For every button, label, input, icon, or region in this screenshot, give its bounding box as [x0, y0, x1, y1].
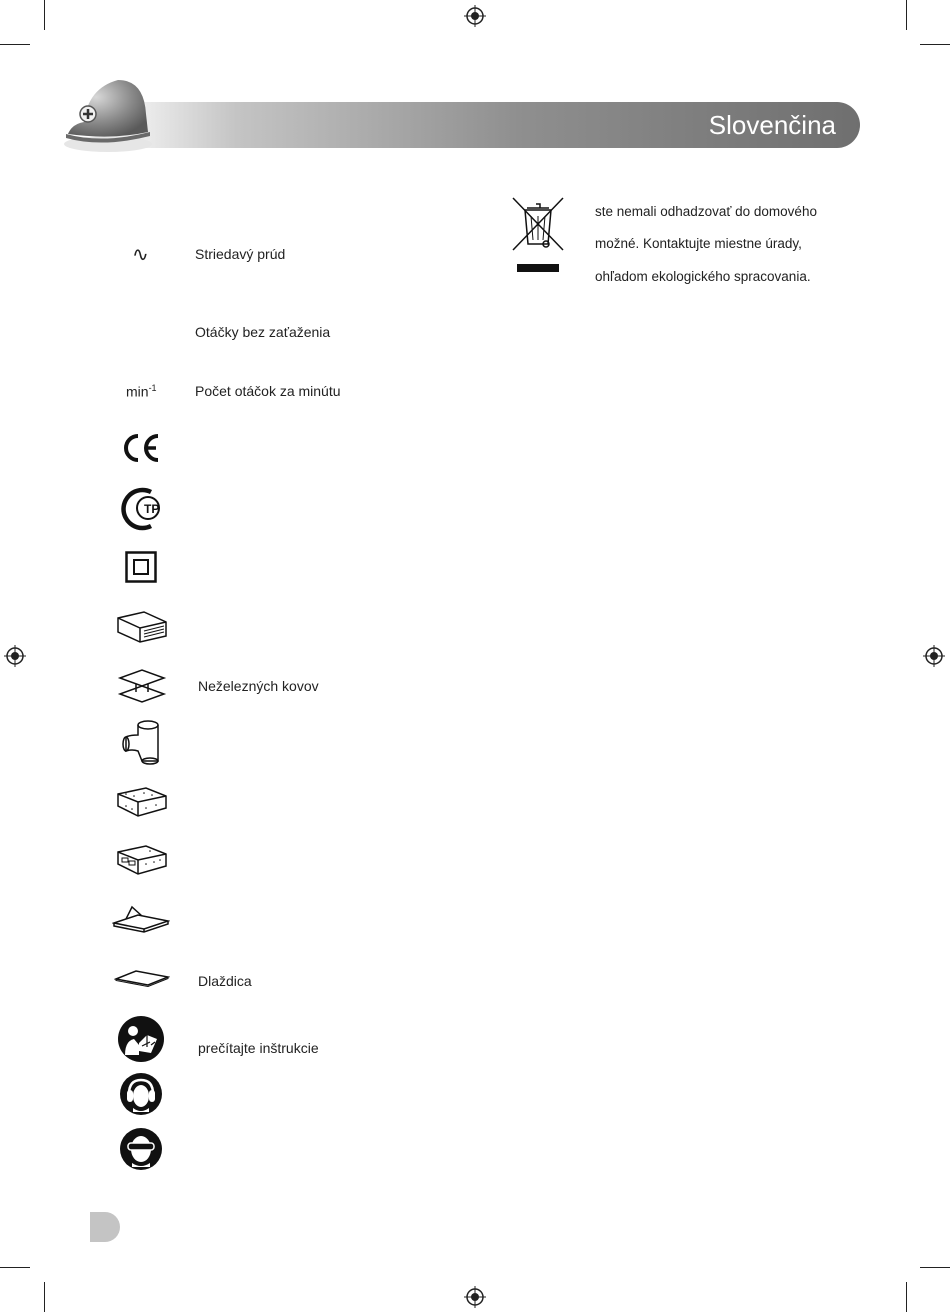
registration-mark-icon [464, 5, 486, 27]
registration-mark-icon [923, 645, 945, 667]
weee-text-line: ste nemali odhadzovať do domového [595, 204, 817, 219]
registration-mark-icon [464, 1286, 486, 1308]
language-title: Slovenčina [708, 110, 836, 140]
eye-protection-icon [119, 1127, 163, 1171]
rpm-unit: min [126, 383, 149, 400]
weee-text-line: ohľadom ekologického spracovania. [595, 269, 811, 284]
ear-protection-icon [119, 1072, 163, 1116]
gost-letters: TP [144, 502, 160, 516]
crop-mark [920, 1267, 950, 1268]
registration-mark-icon [4, 645, 26, 667]
gost-certification-icon [117, 486, 167, 532]
tile-icon [114, 967, 170, 987]
header-banner [100, 102, 860, 148]
symbol-label: prečítajte inštrukcie [198, 1040, 319, 1056]
rpm-exponent: -1 [148, 383, 157, 393]
crop-mark [906, 0, 907, 30]
double-insulation-icon [125, 551, 157, 583]
plasterboard-icon [112, 905, 170, 933]
crop-mark [44, 0, 45, 30]
hard-hat-icon [62, 74, 154, 154]
ce-mark-icon [120, 432, 162, 464]
crop-mark [920, 44, 950, 45]
crop-mark [906, 1282, 907, 1312]
symbol-label: Počet otáčok za minútu [195, 383, 341, 399]
crop-mark [44, 1282, 45, 1312]
plastic-pipe-icon [120, 719, 162, 765]
symbol-label: Otáčky bez zaťaženia [195, 324, 331, 340]
crop-mark [0, 1267, 30, 1268]
page-number-tab [90, 1212, 120, 1242]
crossed-out-bin-icon [511, 196, 565, 276]
symbol-label: Dlaždica [198, 973, 252, 989]
rpm-icon [126, 383, 157, 400]
read-manual-icon [117, 1015, 165, 1063]
crop-mark [0, 44, 30, 45]
wood-material-icon [116, 610, 168, 644]
symbol-label: Neželezných kovov [198, 678, 319, 694]
alternating-current-icon: ∿ [132, 244, 149, 266]
weee-text-line: možné. Kontaktujte miestne úrady, [595, 236, 802, 251]
symbol-label: Striedavý prúd [195, 246, 286, 262]
brick-icon [116, 844, 168, 878]
non-ferrous-metal-icon [116, 668, 168, 704]
stone-block-icon [116, 786, 168, 820]
